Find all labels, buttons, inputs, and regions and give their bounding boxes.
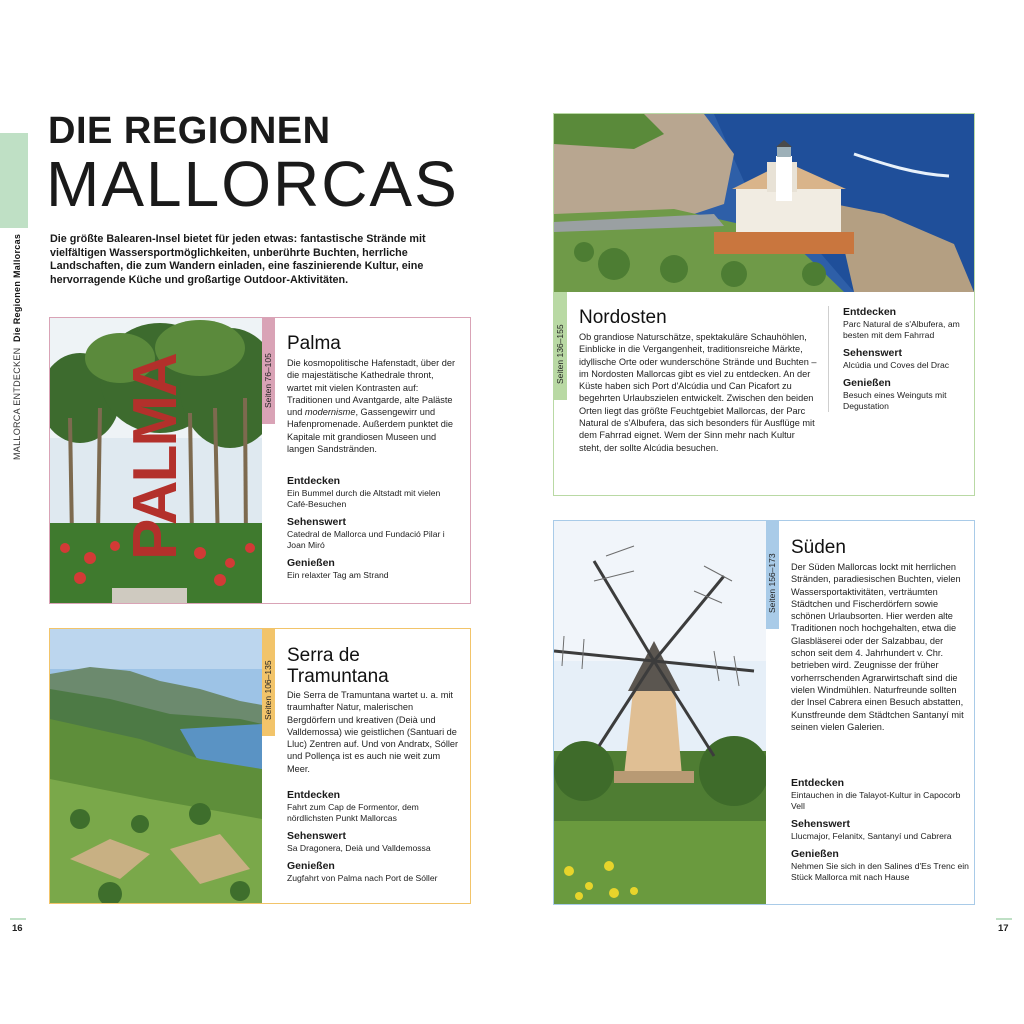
palma-entdecken: Ein Bummel durch die Altstadt mit vielen Café-Besuchen [287, 488, 441, 509]
nordosten-geniessen: Besuch eines Weinguts mit Degustation [843, 390, 947, 411]
palma-pages: Seiten 76–105 [263, 353, 273, 408]
serra-sehenswert-label: Sehenswert [287, 830, 346, 842]
region-card-sueden [553, 520, 975, 905]
palma-geniessen-label: Genießen [287, 557, 335, 569]
palma-sehenswert: Catedral de Mallorca und Fundació Pilar i Joan Miró [287, 529, 445, 550]
serra-description: Die Serra de Tramuntana wartet u. a. mit traumhafter Natur, malerischen Bergdörfern und kreativen (Deià und Valldemossa) wie geistlichen (Santuari de Lluc) Zentren auf. Und von Andratx, Sóller und Pollença ist es auch nie weit zum Meer. [287, 690, 459, 774]
sueden-pages: Seiten 156–173 [767, 553, 777, 613]
sueden-sehenswert-label: Sehenswert [791, 818, 850, 830]
nordosten-sehenswert-label: Sehenswert [843, 347, 902, 359]
palma-entdecken-label: Entdecken [287, 475, 341, 487]
serra-geniessen-label: Genießen [287, 860, 335, 872]
palma-info [287, 475, 462, 581]
palma-title: Palma [287, 333, 341, 354]
nordosten-geniessen-label: Genießen [843, 377, 891, 389]
serra-info [287, 789, 462, 884]
serra-geniessen: Zugfahrt von Palma nach Port de Sóller [287, 873, 438, 883]
nordosten-info [828, 306, 970, 412]
serra-sehenswert: Sa Dragonera, Deià und Valldemossa [287, 843, 431, 853]
palma-desc-em: modernisme [304, 407, 356, 418]
region-card-serra [49, 628, 471, 904]
sueden-entdecken-label: Entdecken [791, 777, 845, 789]
nordosten-pages: Seiten 136–155 [555, 324, 565, 384]
serra-title: Serra de Tramuntana [287, 645, 389, 687]
sueden-info [791, 777, 969, 883]
sueden-pages-tag [766, 521, 779, 629]
region-card-palma [49, 317, 471, 604]
sueden-geniessen-label: Genießen [791, 848, 839, 860]
sueden-entdecken: Eintauchen in die Talayot-Kultur in Capocorb Vell [791, 790, 961, 811]
palma-desc-part1: Die kosmopolitische Hafenstadt, über der die majestätische Kathedrale thront, wartet mit vielen Kontrasten auf: Traditionen und Avantgarde, alte Paläste und [287, 358, 456, 418]
nordosten-sehenswert: Alcúdia und Coves del Drac [843, 360, 950, 370]
serra-entdecken: Fahrt zum Cap de Formentor, dem nördlichsten Punkt Mallorcas [287, 802, 419, 823]
palma-desc-part2: , Gassengewirr und Hafenpromenade. Außerdem punktet die Kapitale mit grandiosen Museen und langen Sandstränden. [287, 407, 453, 455]
running-header-chapter: Die Regionen Mallorcas [12, 233, 22, 342]
serra-pages-tag [262, 629, 275, 736]
nordosten-description: Ob grandiose Naturschätze, spektakuläre Schauhöhlen, Einblicke in die Vergangenheit, traditionsreiche Märkte, idyllische Orte oder wunderschöne Strände und Buchten – im Nordosten Mallorcas gibt es viel zu entdecken. An der Küste haben sich Port d'Alcúdia und Can Picafort zu begehrten Urlaubszielen entwickelt. Zwischen den beiden Orten liegt das größte Feuchtgebiet Mallorcas, der Parc Natural de s'Albufera, das sich besonders für Ausflüge mit dem Fahrrad eignet. Wem der Sinn mehr nach Kultur steht, der sollte Alcúdia besuchen. [579, 332, 817, 453]
nordosten-entdecken: Parc Natural de s'Albufera, am besten mit dem Fahrrad [843, 319, 960, 340]
nordosten-photo [554, 114, 974, 292]
intro-text: Die größte Balearen-Insel bietet für jeden etwas: fantastische Strände mit vielfältigen Wassersportmöglichkeiten, unberührte Buchten, herrliche Landschaften, die zum Wandern einladen, eine faszinierende Kultur, eine hervorragende Küche und großartige Outdoor-Aktivitäten. [50, 233, 426, 286]
page-title-line1: DIE REGIONEN [48, 110, 331, 152]
serra-entdecken-label: Entdecken [287, 789, 341, 801]
section-color-bar [0, 133, 28, 228]
page-number-left: 16 [12, 923, 23, 934]
sueden-geniessen: Nehmen Sie sich in den Salines d'Es Trenc ein Stück Mallorca mit nach Hause [791, 861, 969, 882]
running-header-section: MALLORCA ENTDECKEN [12, 347, 22, 460]
sueden-title: Süden [791, 537, 846, 558]
nordosten-entdecken-label: Entdecken [843, 306, 897, 318]
page-title-line2: MALLORCAS [46, 148, 459, 220]
serra-pages: Seiten 106–135 [263, 660, 273, 720]
palma-pages-tag [262, 318, 275, 424]
page-number-right-line [996, 918, 1012, 920]
nordosten-pages-tag [554, 292, 567, 400]
nordosten-title: Nordosten [579, 307, 667, 328]
sueden-sehenswert: Llucmajor, Felanitx, Santanyí und Cabrera [791, 831, 952, 841]
palma-sehenswert-label: Sehenswert [287, 516, 346, 528]
sueden-description: Der Süden Mallorcas lockt mit herrlichen Stränden, paradiesischen Buchten, vielen Wassersportaktivitäten, verträumten Städtchen und Fischerdörfern sowie schönen Urlaubsorten. Hier werden alte Traditionen noch hochgehalten, etwa die Glasbläserei oder der Salzabbau, der schon seit dem 4. Jahrhundert v. Chr. betrieben wird. Zeugnisse der früher vorherrschenden Agrarwirtschaft sind die vielen Windmühlen. Naturfreunde sollten der Insel Cabrera einen Besuch abstatten, Kunstfreunde dem Städtchen Santanyí mit seinen vielen Galerien. [791, 562, 964, 732]
page-number-right: 17 [998, 923, 1009, 934]
palma-sign: PALMA [121, 354, 190, 560]
palma-photo [50, 318, 262, 603]
page-number-left-line [10, 918, 26, 920]
palma-geniessen: Ein relaxter Tag am Strand [287, 570, 389, 580]
serra-photo [50, 629, 262, 903]
region-card-nordosten [553, 113, 975, 496]
palma-description [287, 357, 459, 455]
sueden-photo [554, 521, 766, 904]
running-header [12, 234, 22, 460]
